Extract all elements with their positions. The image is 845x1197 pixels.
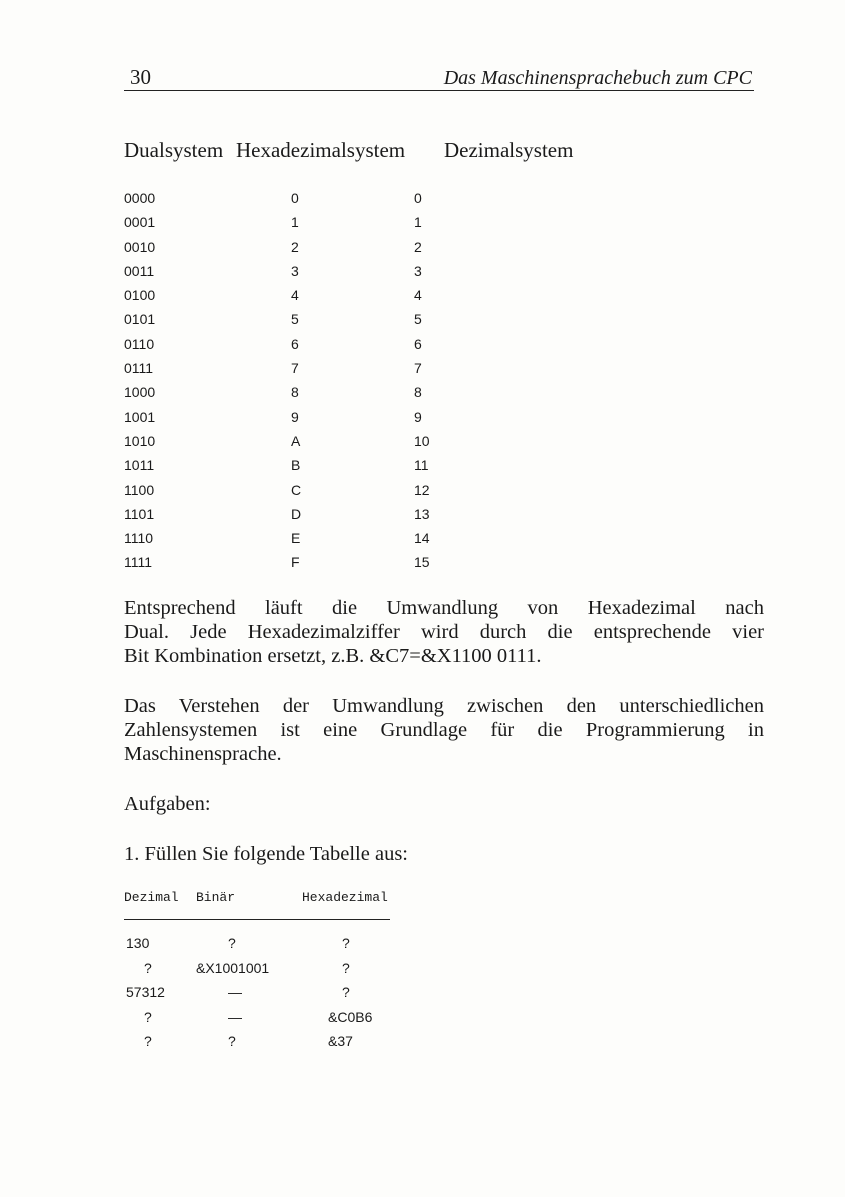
cell-dec: 1 [414, 214, 422, 231]
cell-dec: 7 [414, 360, 422, 377]
cell-dual: 1101 [124, 505, 155, 522]
cell-dec: 13 [414, 505, 430, 522]
paragraph-understanding [124, 694, 764, 766]
table-row [124, 210, 524, 234]
cell-hex: A [291, 432, 301, 449]
table-row [124, 1009, 424, 1034]
cell-hex: B [291, 457, 301, 474]
cell-dec: 0 [414, 190, 422, 206]
column-header-dec: Dezimalsystem [444, 138, 574, 162]
cell-dual: 1000 [124, 384, 156, 401]
cell-hex: 7 [291, 360, 299, 377]
paragraph-conversion [124, 596, 764, 668]
cell-hexadezimal: &37 [328, 1033, 353, 1049]
task-1: 1. Füllen Sie folgende Tabelle aus: [124, 843, 408, 865]
cell-dual: 1011 [124, 457, 155, 474]
table-row [124, 332, 524, 356]
cell-dec: 5 [414, 311, 422, 328]
table-row [124, 307, 524, 331]
cell-hex: E [291, 530, 301, 547]
aufgaben-heading: Aufgaben: [124, 793, 211, 815]
cell-hex: 0 [291, 190, 299, 206]
table-row [124, 960, 424, 985]
cell-dec: 6 [414, 335, 422, 352]
cell-dec: 3 [414, 262, 422, 279]
cell-hex: 1 [291, 214, 299, 231]
table-row [124, 380, 524, 404]
cell-hex: 6 [291, 335, 299, 352]
page-header [124, 64, 754, 91]
table-row [124, 1033, 424, 1058]
cell-dec: 2 [414, 238, 422, 255]
cell-dual: 0101 [124, 311, 156, 328]
cell-hexadezimal: ? [342, 984, 350, 1000]
cell-dual: 1010 [124, 432, 156, 449]
column-header-hex: Hexadezimalsystem [236, 138, 406, 162]
conversion-table [124, 186, 524, 575]
cell-dual: 1111 [124, 554, 153, 571]
paragraph-line: Bit Kombination ersetzt, z.B. &C7=&X1100 0111. [124, 645, 542, 667]
table-row [124, 259, 524, 283]
cell-dual: 1100 [124, 481, 155, 498]
cell-dual: 1110 [124, 530, 154, 547]
cell-dec: 8 [414, 384, 422, 401]
column-header-dual: Dualsystem [124, 138, 224, 162]
cell-binaer: ? [228, 1033, 236, 1049]
cell-binaer: ? [228, 935, 236, 951]
table-row [124, 283, 524, 307]
cell-hexadezimal: ? [342, 935, 350, 951]
cell-dezimal: 130 [126, 935, 150, 951]
cell-hex: F [291, 554, 300, 571]
cell-dezimal: ? [144, 959, 152, 976]
cell-hex: 3 [291, 262, 299, 279]
cell-dual: 1001 [124, 408, 156, 425]
cell-dec: 10 [414, 432, 430, 449]
cell-hex: D [291, 505, 302, 522]
cell-hex: 5 [291, 311, 299, 328]
table-row [124, 453, 524, 477]
cell-hexadezimal: ? [342, 959, 350, 976]
table-row [124, 405, 524, 429]
exercise-table-rule [124, 919, 390, 920]
cell-dec: 4 [414, 287, 422, 304]
cell-dezimal: ? [144, 1008, 152, 1025]
table-row [124, 984, 424, 1009]
cell-dec: 12 [414, 481, 430, 498]
cell-dual: 0010 [124, 238, 156, 255]
column-header-dezimal: Dezimal [124, 890, 179, 905]
column-header-binaer: Binär [196, 890, 236, 905]
table-row [124, 478, 524, 502]
cell-dec: 11 [414, 457, 429, 474]
cell-dec: 15 [414, 554, 430, 571]
table-row [124, 935, 424, 960]
cell-hex: C [291, 481, 302, 498]
table-row [124, 550, 524, 574]
paragraph-line: Das Verstehen der Umwandlung zwischen den unterschiedlichen [124, 695, 764, 717]
paragraph-line: Entsprechend läuft die Umwandlung von Hexadezimal nach [124, 597, 764, 619]
cell-dec: 14 [414, 530, 430, 547]
cell-dual: 0001 [124, 214, 156, 231]
page-number: 30 [130, 65, 151, 89]
table-row [124, 526, 524, 550]
cell-binaer: — [228, 984, 242, 1000]
table-row [124, 186, 524, 210]
cell-dec: 9 [414, 408, 422, 425]
paragraph-line: Dual. Jede Hexadezimalziffer wird durch die entsprechende vier [124, 621, 764, 643]
column-header-hexadezimal: Hexadezimal [302, 890, 388, 905]
cell-dual: 0011 [124, 262, 155, 279]
paragraph-line: Maschinensprache. [124, 743, 282, 765]
cell-dual: 0000 [124, 190, 156, 206]
cell-hex: 8 [291, 384, 299, 401]
cell-dezimal: 57312 [126, 984, 165, 1000]
cell-hex: 2 [291, 238, 299, 255]
table-row [124, 356, 524, 380]
paragraph-line: Zahlensystemen ist eine Grundlage für die Programmierung in [124, 719, 764, 741]
table-row [124, 235, 524, 259]
cell-dual: 0110 [124, 335, 155, 352]
table-row [124, 429, 524, 453]
exercise-table [124, 935, 424, 1058]
cell-hex: 4 [291, 287, 299, 304]
cell-dezimal: ? [144, 1033, 152, 1049]
cell-binaer: &X1001001 [196, 959, 270, 976]
table-row [124, 502, 524, 526]
cell-hex: 9 [291, 408, 299, 425]
cell-binaer: — [228, 1008, 242, 1025]
cell-dual: 0100 [124, 287, 156, 304]
cell-dual: 0111 [124, 360, 154, 377]
cell-hexadezimal: &C0B6 [328, 1008, 373, 1025]
running-title: Das Maschinensprachebuch zum CPC [443, 67, 752, 89]
